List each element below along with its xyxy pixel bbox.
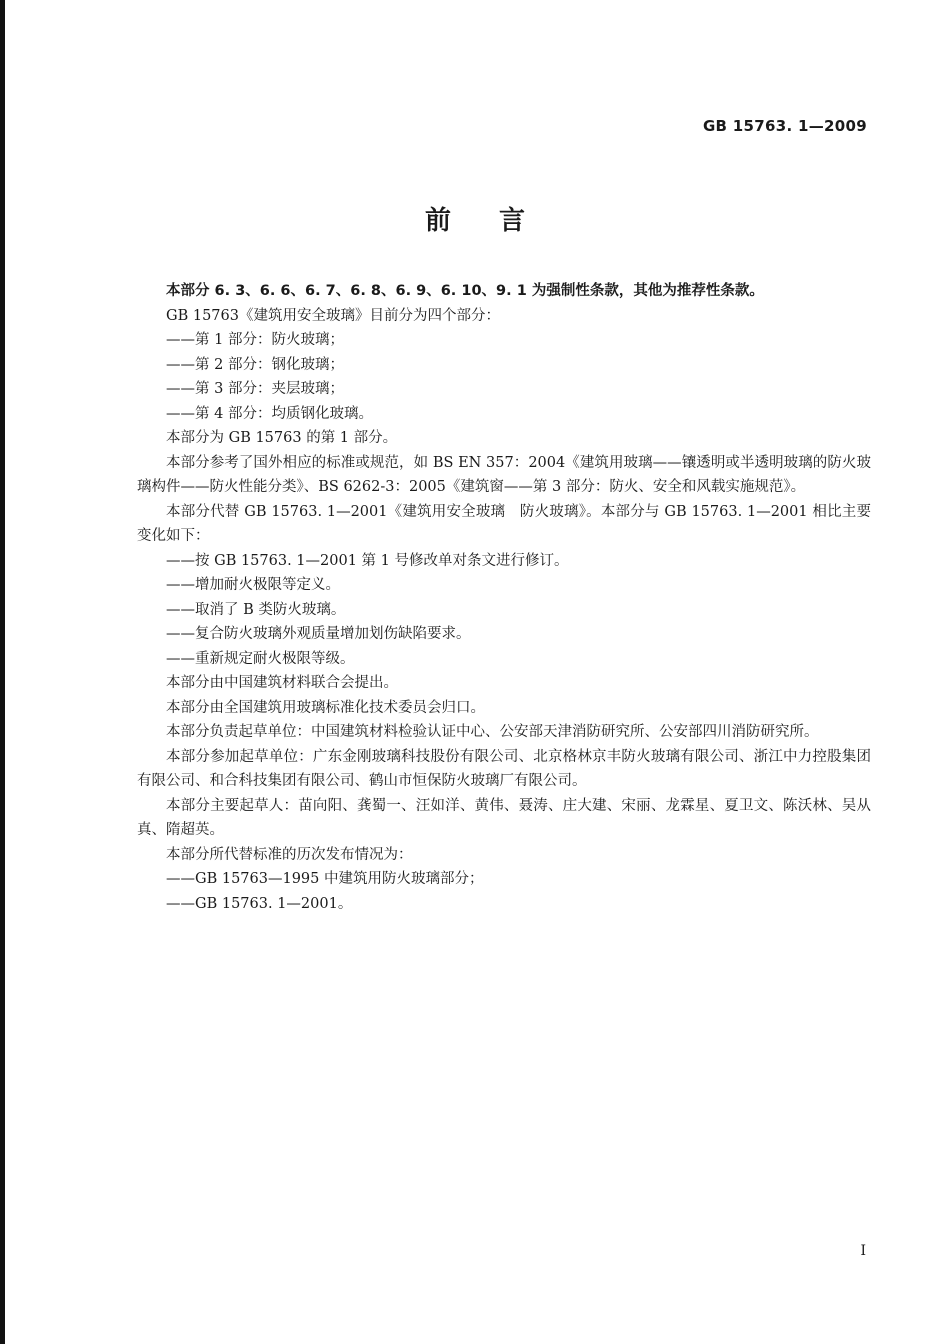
list-item: ——第 3 部分：夹层玻璃；: [166, 381, 344, 397]
paragraph: 本部分所代替标准的历次发布情况为：: [166, 846, 413, 863]
page-title: 前言: [424, 206, 573, 236]
paragraph: 本部分参加起草单位：广东金刚玻璃科技股份有限公司、北京格林京丰防火玻璃有限公司、浙江中力控股集团有限公司、和合科技集团有限公司、鹤山市恒保防火玻璃厂有限公司。: [137, 748, 871, 789]
paragraph: 本部分负责起草单位：中国建筑材料检验认证中心、公安部天津消防研究所、公安部四川消防研究所。: [166, 724, 819, 740]
mandatory-clause-paragraph: 本部分 6. 3、6. 6、6. 7、6. 8、6. 9、6. 10、9. 1 为强制性条款，其他为推荐性条款。: [166, 283, 764, 299]
paragraph: 本部分代替 GB 15763. 1—2001《建筑用安全玻璃 防火玻璃》。本部分与 GB 15763. 1—2001 相比主要变化如下：: [137, 503, 871, 544]
list-item: ——第 2 部分：钢化玻璃；: [166, 356, 344, 373]
list-item: ——取消了 B 类防火玻璃。: [166, 601, 346, 618]
list-item: ——按 GB 15763. 1—2001 第 1 号修改单对条文进行修订。: [166, 552, 569, 569]
list-item: ——复合防火玻璃外观质量增加划伤缺陷要求。: [166, 626, 471, 642]
paragraph: 本部分由全国建筑用玻璃标准化技术委员会归口。: [166, 699, 485, 716]
paragraph: GB 15763《建筑用安全玻璃》目前分为四个部分：: [166, 307, 500, 324]
paragraph: 本部分为 GB 15763 的第 1 部分。: [166, 430, 398, 446]
paragraph: 本部分主要起草人：苗向阳、龚蜀一、汪如洋、黄伟、聂涛、庄大建、宋丽、龙霖星、夏卫文、陈沃林、吴从真、隋超英。: [137, 797, 871, 838]
list-item: ——增加耐火极限等定义。: [166, 577, 340, 593]
preface-body: [137, 279, 871, 916]
list-item: ——第 1 部分：防火玻璃；: [166, 332, 344, 348]
list-item: ——GB 15763—1995 中建筑用防火玻璃部分；: [166, 871, 484, 887]
list-item: ——重新规定耐火极限等级。: [166, 650, 355, 667]
standard-code: GB 15763. 1—2009: [702, 117, 867, 135]
paragraph: 本部分参考了国外相应的标准或规范，如 BS EN 357：2004《建筑用玻璃——镶透明或半透明玻璃的防火玻璃构件——防火性能分类》、BS 6262-3：2005《建筑窗——第 3 部分：防火、安全和风载实施规范》。: [137, 454, 871, 495]
page-number: I: [860, 1243, 866, 1259]
list-item: ——GB 15763. 1—2001。: [166, 895, 353, 912]
list-item: ——第 4 部分：均质钢化玻璃。: [166, 405, 373, 422]
paragraph: 本部分由中国建筑材料联合会提出。: [166, 675, 398, 691]
